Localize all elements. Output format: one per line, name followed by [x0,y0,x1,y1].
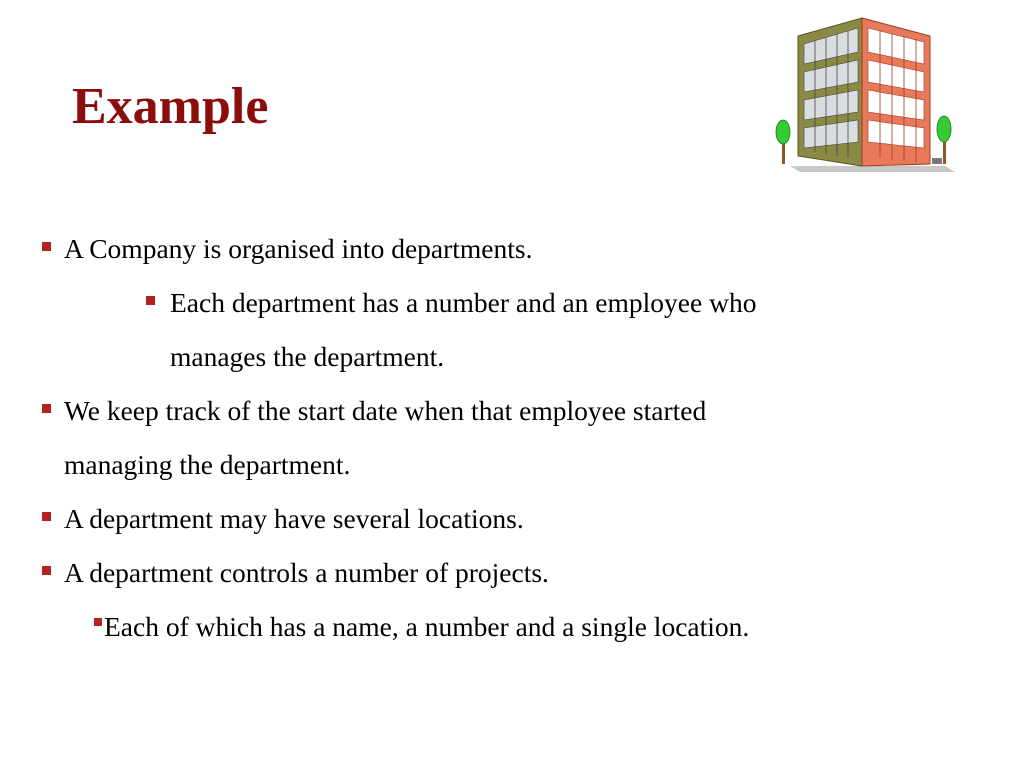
bullet-text: manages the department. [170,341,445,372]
bullet-item [0,492,1024,546]
bullet-list [0,222,1024,654]
bullet-item [0,222,1024,276]
bullet-item [0,600,1024,654]
bullet-marker [42,404,51,413]
bullet-marker [146,296,155,305]
bullet-text: We keep track of the start date when that employee started [64,395,707,426]
bullet-marker [42,242,51,251]
bullet-continuation [0,438,1024,492]
slide-title: Example [72,78,269,135]
bullet-marker [42,566,51,575]
bullet-marker [42,512,51,521]
bullet-item [0,384,1024,438]
bullet-text: managing the department. [64,449,351,480]
office-building-icon [770,6,960,178]
bullet-text: A Company is organised into departments. [64,233,533,264]
bullet-text: Each department has a number and an employee who [170,287,757,318]
bullet-item [0,276,1024,330]
bullet-item [0,546,1024,600]
bullet-text: Each of which has a name, a number and a single location. [104,611,750,642]
bullet-text: A department may have several locations. [64,503,524,534]
bullet-marker [94,618,102,626]
bullet-text: A department controls a number of projects. [64,557,549,588]
bullet-continuation [0,330,1024,384]
